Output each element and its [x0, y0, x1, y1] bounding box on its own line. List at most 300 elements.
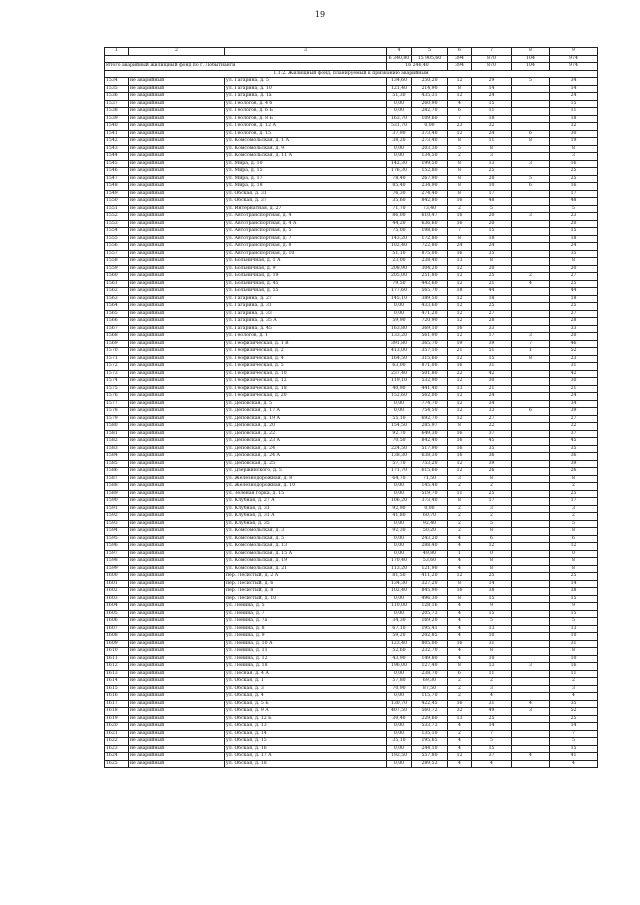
row-v7: 51 [472, 348, 512, 356]
row-area-b: 288,40 [412, 543, 448, 551]
row-area-a: 75,00 [387, 228, 412, 236]
table-row [105, 453, 598, 461]
row-id: 1550 [105, 198, 129, 206]
row-address: пер. Лесистый, д. 2 А [225, 573, 387, 581]
row-id: 1593 [105, 520, 129, 528]
row-id: 1575 [105, 385, 129, 393]
row-v9: 17 [550, 190, 598, 198]
row-area-b: 152,80 [412, 168, 448, 176]
table-row [105, 363, 598, 371]
row-address: ул. Геофизическая, д. 5 [225, 363, 387, 371]
row-status: не аварийный [129, 715, 225, 723]
row-area-a: 134,30 [387, 580, 412, 588]
row-v7: 3 [472, 505, 512, 513]
row-v7: 25 [472, 573, 512, 581]
row-v9: 23 [550, 355, 598, 363]
row-address: ул. Геофизическая, д. 4 [225, 355, 387, 363]
row-v8 [512, 220, 550, 228]
row-v8 [512, 445, 550, 453]
row-area-a: 145,10 [387, 295, 412, 303]
row-area-a: 130,70 [387, 700, 412, 708]
row-address: ул. Гагарина, д. 1а [225, 93, 387, 101]
table-row [105, 708, 598, 716]
row-address: ул. Комсомольская, д. 19 [225, 558, 387, 566]
row-address: ул. Обская, д. 16 [225, 745, 387, 753]
row-area-a: 133,20 [387, 333, 412, 341]
row-v7: 35 [472, 445, 512, 453]
row-v8 [512, 303, 550, 311]
row-status: не аварийный [129, 168, 225, 176]
row-area-b: 638,30 [412, 453, 448, 461]
row-area-b: 229,60 [412, 715, 448, 723]
row-address: ул. Обская, д. 9 А [225, 708, 387, 716]
table-row [105, 123, 598, 131]
row-v6: 4 [448, 535, 472, 543]
row-v6: 16 [448, 325, 472, 333]
row-status: не аварийный [129, 693, 225, 701]
row-status: не аварийный [129, 565, 225, 573]
row-v7: 15 [472, 228, 512, 236]
row-v6: 2 [448, 513, 472, 521]
column-number-row [105, 48, 598, 56]
row-v7: 4 [472, 760, 512, 768]
row-id: 1536 [105, 93, 129, 101]
row-v8 [512, 550, 550, 558]
row-v7: 6 [472, 535, 512, 543]
row-v6: 8 [448, 190, 472, 198]
table-row [105, 393, 598, 401]
row-v9: 10 [550, 633, 598, 641]
table-row [105, 258, 598, 266]
row-status: не аварийный [129, 460, 225, 468]
row-v9: 7 [550, 730, 598, 738]
row-v9: 8 [550, 145, 598, 153]
row-area-a: 208,90 [387, 265, 412, 273]
row-area-a: 119,10 [387, 378, 412, 386]
row-v8 [512, 378, 550, 386]
row-area-a: 0,00 [387, 723, 412, 731]
table-row [105, 385, 598, 393]
row-address: ул. Ленина, д. 12 [225, 655, 387, 663]
row-v7: 18 [472, 115, 512, 123]
section-row [105, 70, 598, 78]
row-id: 1554 [105, 228, 129, 236]
table-row [105, 580, 598, 588]
row-status: не аварийный [129, 685, 225, 693]
row-v7: 14 [472, 85, 512, 93]
row-v7: 2 [472, 513, 512, 521]
row-v8 [512, 490, 550, 498]
row-area-b: 875,00 [412, 250, 448, 258]
row-v7: 8 [472, 258, 512, 266]
row-status: не аварийный [129, 235, 225, 243]
header-cell: 8 [512, 48, 550, 56]
row-v6: 12 [448, 280, 472, 288]
row-id: 1571 [105, 355, 129, 363]
row-area-a: 67,10 [387, 625, 412, 633]
row-area-b: 562,00 [412, 393, 448, 401]
row-area-a: 30,40 [387, 715, 412, 723]
row-v9: 23 [550, 213, 598, 221]
row-v9: 35 [550, 445, 598, 453]
row-area-b: 411,20 [412, 573, 448, 581]
table-row [105, 423, 598, 431]
row-status: не аварийный [129, 183, 225, 191]
row-v8 [512, 580, 550, 588]
table-row [105, 160, 598, 168]
row-v8 [512, 318, 550, 326]
row-v6: 16 [448, 700, 472, 708]
table-row [105, 310, 598, 318]
row-v6: 16 [448, 250, 472, 258]
row-v6: 6 [448, 670, 472, 678]
row-v8 [512, 760, 550, 768]
row-v6: 8 [448, 85, 472, 93]
row-v7: 2 [472, 678, 512, 686]
row-v9: 8 [550, 565, 598, 573]
row-v6: 4 [448, 633, 472, 641]
row-v7: 31 [472, 640, 512, 648]
row-area-b: 433,60 [412, 303, 448, 311]
table-row [105, 543, 598, 551]
row-address: ул. Комсомольская, д. 11 А [225, 153, 387, 161]
row-v9: 8 [550, 648, 598, 656]
row-area-b: 532,90 [412, 378, 448, 386]
table-row [105, 745, 598, 753]
row-v9: 8 [550, 528, 598, 536]
row-v8: 3 [512, 160, 550, 168]
row-address: ул. Геологов, д. 15 [225, 130, 387, 138]
row-id: 1581 [105, 430, 129, 438]
row-area-a: 121,40 [387, 85, 412, 93]
row-area-b: 199,50 [412, 160, 448, 168]
row-address: ул. Мира, д. 10 [225, 160, 387, 168]
row-area-b: 134,50 [412, 153, 448, 161]
row-id: 1615 [105, 685, 129, 693]
row-area-a: 92,90 [387, 505, 412, 513]
row-v9: 28 [550, 318, 598, 326]
row-id: 1568 [105, 333, 129, 341]
row-area-a: 0,00 [387, 100, 412, 108]
row-v6: 13 [448, 385, 472, 393]
row-status: не аварийный [129, 243, 225, 251]
row-v6: 6 [448, 108, 472, 116]
row-area-b: 519,70 [412, 490, 448, 498]
row-status: не аварийный [129, 138, 225, 146]
row-v8 [512, 190, 550, 198]
row-v8 [512, 325, 550, 333]
row-id: 1622 [105, 738, 129, 746]
row-v7: 20 [472, 175, 512, 183]
row-area-b: 205,73 [412, 610, 448, 618]
row-area-a: 164,50 [387, 355, 412, 363]
row-v8 [512, 115, 550, 123]
row-id: 1569 [105, 340, 129, 348]
row-address: ул. Клубная, д. 31 [225, 505, 387, 513]
row-area-a: 64,70 [387, 475, 412, 483]
row-v7: 37 [472, 753, 512, 761]
row-v8: 7 [512, 340, 550, 348]
row-area-a: 0,00 [387, 303, 412, 311]
row-v6: 2 [448, 153, 472, 161]
row-v6: 4 [448, 100, 472, 108]
row-v8 [512, 108, 550, 116]
row-area-a: 177,60 [387, 288, 412, 296]
row-v9: 15 [550, 610, 598, 618]
grand-total-v6: 394 [448, 63, 472, 71]
header-cell: 2 [129, 48, 225, 56]
row-v8 [512, 235, 550, 243]
table-row [105, 595, 598, 603]
row-area-b: 692,70 [412, 415, 448, 423]
row-area-a: 0,00 [387, 400, 412, 408]
row-address: ул. Мира, д. 18 [225, 183, 387, 191]
row-address: ул. Комсомольская, д. 3 [225, 528, 387, 536]
row-status: не аварийный [129, 633, 225, 641]
row-status: не аварийный [129, 670, 225, 678]
table-row [105, 378, 598, 386]
row-v8 [512, 528, 550, 536]
row-v8 [512, 610, 550, 618]
row-v7: 37 [472, 430, 512, 438]
table-row [105, 318, 598, 326]
row-area-b: 135,10 [412, 730, 448, 738]
row-address: ул. Обская, д. 31 [225, 190, 387, 198]
table-row [105, 520, 598, 528]
row-area-a: 35,60 [387, 198, 412, 206]
row-status: не аварийный [129, 678, 225, 686]
row-v7: 10 [472, 633, 512, 641]
row-status: не аварийный [129, 640, 225, 648]
row-v8 [512, 85, 550, 93]
row-id: 1580 [105, 423, 129, 431]
section-title: 1.1.2. Жилищный фонд, планируемый к признанию аварийным [105, 70, 598, 78]
row-address: ул. Обская, д. 3 [225, 685, 387, 693]
row-address: ул. Клубная, д. 27 А [225, 498, 387, 506]
row-address: ул. Деповская, д. 5 [225, 400, 387, 408]
row-area-a: 0,00 [387, 693, 412, 701]
row-status: не аварийный [129, 753, 225, 761]
row-id: 1579 [105, 415, 129, 423]
row-v8 [512, 228, 550, 236]
row-v6: 12 [448, 295, 472, 303]
table-row [105, 175, 598, 183]
row-id: 1572 [105, 363, 129, 371]
row-status: не аварийный [129, 528, 225, 536]
row-v6: 2 [448, 678, 472, 686]
row-area-b: 49,80 [412, 550, 448, 558]
row-address: ул. Обская, д. 15 [225, 738, 387, 746]
row-area-a: 0,00 [387, 108, 412, 116]
row-address: ул. Ленина, д. 7а [225, 618, 387, 626]
totals-v9: 974 [550, 55, 598, 63]
row-status: не аварийный [129, 378, 225, 386]
row-area-a: 0,00 [387, 595, 412, 603]
row-v8: 5 [512, 175, 550, 183]
header-cell: 4 [387, 48, 412, 56]
row-status: не аварийный [129, 123, 225, 131]
row-v7: 48 [472, 198, 512, 206]
row-v8 [512, 745, 550, 753]
row-address: ул. Обская, д. 17 А [225, 753, 387, 761]
row-v9: 9 [550, 603, 598, 611]
row-address: ул. Автотранспортная, д. 4 А [225, 220, 387, 228]
row-area-a: 154,50 [387, 423, 412, 431]
row-v7: 8 [472, 558, 512, 566]
row-v6: 16 [448, 363, 472, 371]
row-v9: 39 [550, 408, 598, 416]
row-status: не аварийный [129, 400, 225, 408]
row-area-b: 50,20 [412, 528, 448, 536]
row-v6: 4 [448, 648, 472, 656]
row-v8 [512, 678, 550, 686]
totals-v8: 104 [512, 55, 550, 63]
row-v9: 5 [550, 738, 598, 746]
row-area-a: 407,50 [387, 708, 412, 716]
row-status: не аварийный [129, 78, 225, 86]
row-area-b: 243,20 [412, 535, 448, 543]
row-v6: 4 [448, 543, 472, 551]
table-row [105, 78, 598, 86]
row-area-b: 365,70 [412, 340, 448, 348]
row-id: 1560 [105, 273, 129, 281]
row-v7: 18 [472, 235, 512, 243]
row-area-a: 0,00 [387, 550, 412, 558]
row-area-b: 109,60 [412, 115, 448, 123]
row-status: не аварийный [129, 618, 225, 626]
row-status: не аварийный [129, 355, 225, 363]
header-cell: 5 [412, 48, 448, 56]
row-v7: 17 [472, 498, 512, 506]
row-v6: 16 [448, 445, 472, 453]
table-row [105, 738, 598, 746]
row-v6: 2 [448, 483, 472, 491]
row-v7: 13 [472, 625, 512, 633]
row-v7: 11 [472, 108, 512, 116]
row-area-b: 145,40 [412, 483, 448, 491]
row-area-a: 531,70 [387, 123, 412, 131]
row-id: 1553 [105, 220, 129, 228]
row-v7: 33 [472, 408, 512, 416]
row-v7: 25 [472, 715, 512, 723]
row-v7: 21 [472, 280, 512, 288]
table-row [105, 228, 598, 236]
header-cell: 1 [105, 48, 129, 56]
row-v7: 29 [472, 78, 512, 86]
row-area-b: 127,40 [412, 663, 448, 671]
row-area-a: 79,50 [387, 280, 412, 288]
row-area-a: 0,00 [387, 535, 412, 543]
row-address: ул. Обская, д. 14 [225, 730, 387, 738]
row-v7: 22 [472, 423, 512, 431]
table-row [105, 325, 598, 333]
row-v8 [512, 393, 550, 401]
row-address: ул. Интернатная, д. 27 [225, 205, 387, 213]
row-area-a: 52,60 [387, 648, 412, 656]
row-v9: 15 [550, 745, 598, 753]
row-v6: 24 [448, 243, 472, 251]
row-id: 1576 [105, 393, 129, 401]
row-area-a: 51,30 [387, 93, 412, 101]
row-status: не аварийный [129, 93, 225, 101]
row-area-a: 391,80 [387, 340, 412, 348]
totals-v4: 6 340,80 [387, 55, 412, 63]
page-number: 19 [314, 10, 326, 19]
row-area-a: 85,40 [387, 183, 412, 191]
row-area-b: 422,45 [412, 700, 448, 708]
row-address: ул. Комсомольская, д. 13 [225, 543, 387, 551]
row-status: не аварийный [129, 580, 225, 588]
row-area-b: 774,70 [412, 400, 448, 408]
row-id: 1557 [105, 250, 129, 258]
row-area-b: 203,30 [412, 145, 448, 153]
row-v7: 14 [472, 580, 512, 588]
row-id: 1566 [105, 318, 129, 326]
row-address: ул. Ленина, д. 11 [225, 648, 387, 656]
row-v9: 33 [550, 325, 598, 333]
table-row [105, 588, 598, 596]
row-area-a: 138,30 [387, 453, 412, 461]
row-v9: 4 [550, 760, 598, 768]
row-v9: 25 [550, 490, 598, 498]
row-status: не аварийный [129, 490, 225, 498]
row-v6: 12 [448, 78, 472, 86]
table-row [105, 348, 598, 356]
row-area-a: 92,70 [387, 430, 412, 438]
table-row [105, 303, 598, 311]
row-id: 1596 [105, 543, 129, 551]
row-v9: 5 [550, 520, 598, 528]
row-area-a: 35,10 [387, 738, 412, 746]
row-v9: 41 [550, 753, 598, 761]
row-v7: 7 [472, 730, 512, 738]
row-v7: 27 [472, 415, 512, 423]
row-id: 1570 [105, 348, 129, 356]
table-row [105, 498, 598, 506]
row-v8 [512, 543, 550, 551]
row-area-a: 110,00 [387, 603, 412, 611]
row-status: не аварийный [129, 130, 225, 138]
row-status: не аварийный [129, 318, 225, 326]
table-row [105, 190, 598, 198]
table-row [105, 288, 598, 296]
row-id: 1619 [105, 715, 129, 723]
row-v9: 16 [550, 663, 598, 671]
row-status: не аварийный [129, 115, 225, 123]
row-area-a: 0,00 [387, 610, 412, 618]
row-area-a: 55,10 [387, 415, 412, 423]
row-id: 1548 [105, 183, 129, 191]
table-row [105, 685, 598, 693]
row-area-b: 561,90 [412, 333, 448, 341]
row-v6: 21 [448, 348, 472, 356]
row-v9: 18 [550, 115, 598, 123]
row-area-b: 720,90 [412, 318, 448, 326]
table-row [105, 220, 598, 228]
row-area-a: 170,40 [387, 558, 412, 566]
row-id: 1577 [105, 400, 129, 408]
row-id: 1589 [105, 490, 129, 498]
row-v7: 38 [472, 588, 512, 596]
row-v9: 32 [550, 123, 598, 131]
table-row [105, 438, 598, 446]
row-status: не аварийный [129, 738, 225, 746]
row-address: ул. Железнодорожная, д. 8 [225, 475, 387, 483]
table-row [105, 550, 598, 558]
row-v9: 34 [550, 78, 598, 86]
header-cell: 7 [472, 48, 512, 56]
row-id: 1602 [105, 588, 129, 596]
